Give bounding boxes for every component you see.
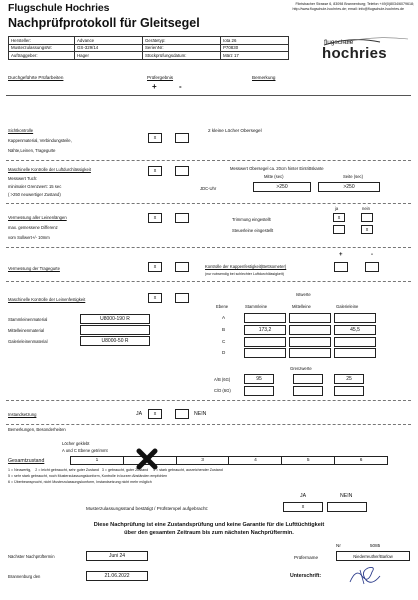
col-minus: - xyxy=(179,82,182,91)
instand-nein-checkbox[interactable] xyxy=(175,409,189,419)
ebene-d: D xyxy=(222,350,226,355)
leinen-plus-checkbox[interactable]: x xyxy=(148,293,162,303)
divider xyxy=(6,203,411,204)
seite-label: Seite (sec) xyxy=(343,174,364,179)
grenzwerte-label: Grenzwerte xyxy=(290,366,312,371)
c-galerie[interactable] xyxy=(334,337,376,347)
trimm-ja-checkbox[interactable]: x xyxy=(333,213,345,222)
steuer-nein-checkbox[interactable]: x xyxy=(361,225,373,234)
luft-line3: ( >250 neuwertiger Zustand) xyxy=(8,192,61,197)
seite-value[interactable]: >250 xyxy=(318,182,380,192)
verm-ja: ja xyxy=(335,206,339,211)
ort-label: Brannenburg den xyxy=(8,574,41,579)
next-label: Nächster Nachprüftermin xyxy=(8,554,55,559)
stamm-material-value[interactable]: U8000-190 R xyxy=(80,314,150,324)
nr-value: 5085 xyxy=(370,543,381,548)
mitte-value[interactable]: >250 xyxy=(253,182,311,192)
divider xyxy=(6,400,411,401)
serie-label: SerienNr: xyxy=(143,44,221,52)
b-stamm[interactable]: 173,2 xyxy=(244,325,286,335)
cd-stamm[interactable] xyxy=(244,386,274,396)
a-mittel[interactable] xyxy=(289,313,331,323)
hersteller-label: Hersteller: xyxy=(9,37,75,45)
leinen-minus-checkbox[interactable] xyxy=(175,293,189,303)
ab-stamm[interactable]: 95 xyxy=(244,374,274,384)
kappe-sub: (nur notwendig bei schlechter Luftdurchlässigkeit) xyxy=(205,272,284,276)
bemerk-line2: A und C Ebene getrimmt xyxy=(62,448,108,453)
cd-mittel[interactable] xyxy=(293,386,323,396)
notice-line2: über den gesamten Zeitraum bis zum nächsten Nachprüftermin. xyxy=(124,530,294,536)
tragegurt-title: Vermessung der Tragegurte xyxy=(8,266,60,271)
ebene-c: C xyxy=(222,339,226,344)
protocol-title: Nachprüfprotokoll für Gleitsegel xyxy=(8,16,200,30)
signature-icon xyxy=(346,562,386,588)
address-line: Flintsbacher Strasse 6, 83098 Brannenburg; Telefon +49(0)8034/6079618; xyxy=(295,2,414,6)
sicht-title: Sichtkontrolle xyxy=(8,128,34,133)
leinen-title-shown: Maschinelle Kontrolle der Leinenfestigkeit xyxy=(8,297,86,302)
trimm-label: Trimmung eingestellt xyxy=(232,217,271,222)
scale-4[interactable]: 4 xyxy=(228,457,281,464)
ebene-label: Ebene xyxy=(216,304,229,309)
auftrag-value: Hager xyxy=(75,52,143,60)
mittel-material-label: Mittelleinenmaterial xyxy=(8,328,45,333)
stamm-material-label: Stammleinenmaterial xyxy=(8,317,48,322)
luft-minus-checkbox[interactable] xyxy=(175,166,189,176)
luft-device: JDC-Uhr xyxy=(200,186,217,191)
bestaetigt-label: Musterzulassungsstand bestätigt / Prüfstempel aufgebracht: xyxy=(86,506,209,511)
tragegurt-minus-checkbox[interactable] xyxy=(175,262,189,272)
info-table xyxy=(8,36,289,60)
web-line: http://www.flugschule-hochries.de; email: info@flugschule-hochries.de xyxy=(292,7,404,11)
logo-big-text: hochries xyxy=(322,45,387,62)
legend-line3: 6 = Überbeansprucht, nicht Musterzulassungskonform, Instandsetzung nicht mehr möglich xyxy=(8,480,152,484)
c-stamm[interactable] xyxy=(244,337,286,347)
sicht-line1: Kappenmaterial, Verbindungsteile, xyxy=(8,138,72,143)
pruefer-label: Prüfername xyxy=(294,555,319,560)
auftrag-label: Auftraggeber: xyxy=(9,52,75,60)
pruefer-value[interactable]: Niederreuther/Barlow xyxy=(336,551,410,561)
col-ergebnis: Prüfergebnis xyxy=(147,75,174,80)
divider xyxy=(6,424,411,425)
ab-mittel[interactable] xyxy=(293,374,323,384)
bemerk-line1: Löcher geklebt xyxy=(62,441,90,446)
logo-small-text: flugschule xyxy=(324,39,354,46)
sicht-plus-checkbox[interactable]: x xyxy=(148,133,162,143)
tragegurt-plus-checkbox[interactable]: x xyxy=(148,262,162,272)
verm-plus-checkbox[interactable]: x xyxy=(148,213,162,223)
bemerk-title: Bemerkungen, Besonderheiten xyxy=(8,427,66,432)
ebene-b: B xyxy=(222,327,226,332)
scale-3[interactable]: 3 xyxy=(176,457,229,464)
luft-line1: Messwert Tuch: xyxy=(8,176,38,181)
kappe-plus-checkbox[interactable] xyxy=(334,262,348,272)
ab-galerie[interactable]: 25 xyxy=(334,374,364,384)
typ-value: Iota 26 xyxy=(221,37,289,45)
next-value[interactable]: Juni 24 xyxy=(86,551,148,561)
school-title: Flugschule Hochries xyxy=(8,2,110,14)
luft-remark: Messwert Obersegel ca. 20cm hinter Eintrittskante xyxy=(230,166,324,171)
verm-line1: max. gemessene Differenz xyxy=(8,225,58,230)
c-mittel[interactable] xyxy=(289,337,331,347)
instand-ja-label: JA xyxy=(136,411,143,417)
luft-title: Maschinelle Kontrolle der Luftdurchlässigkeit xyxy=(8,167,91,172)
col-plus: + xyxy=(152,82,157,91)
verm-line2: vom Sollwert+/- 10mm xyxy=(8,235,50,240)
datum-value: März 17 xyxy=(221,52,289,60)
serie-value: P70830 xyxy=(221,44,289,52)
sicht-line2: Nähte,Leinen, Tragegurte xyxy=(8,148,56,153)
steuer-ja-checkbox[interactable] xyxy=(333,225,345,234)
a-stamm[interactable] xyxy=(244,313,286,323)
nr-label: Nr xyxy=(336,543,341,548)
legend-line2: 5 = sehr stark gebraucht, noch Musterzulassungskonform, Kontrolle in kurzen Abständen empfohlen xyxy=(8,474,168,478)
instand-ja-checkbox[interactable]: x xyxy=(148,409,162,419)
istwerte-label: Istwerte xyxy=(296,292,311,297)
cross-mark-icon xyxy=(136,448,158,470)
typ-label: Gerätetyp: xyxy=(143,37,221,45)
mittel-label: Mittelleine xyxy=(292,304,311,309)
mittel-material-value[interactable] xyxy=(80,325,150,335)
unterschrift-label: Unterschrift: xyxy=(290,573,322,579)
trimm-nein-checkbox[interactable] xyxy=(361,213,373,222)
scale-5[interactable]: 5 xyxy=(281,457,334,464)
hersteller-value: Advance xyxy=(75,37,143,45)
divider xyxy=(6,247,411,248)
ebene-a: A xyxy=(222,315,226,320)
bestaetigt-ja-label: JA xyxy=(300,493,307,499)
b-galerie[interactable]: 45,5 xyxy=(334,325,376,335)
instand-title: Instandsetzung xyxy=(8,412,37,417)
luft-plus-checkbox[interactable]: x xyxy=(148,166,162,176)
mitte-label: Mitte (sec) xyxy=(264,174,284,179)
datum-label: Stückprüfungsdatum: xyxy=(143,52,221,60)
col-bemerkung: Bemerkung xyxy=(252,75,276,80)
stamm-label: Stammleine xyxy=(245,304,268,309)
instand-nein-label: NEIN xyxy=(194,411,207,417)
verm-nein: nein xyxy=(362,206,370,211)
scale-1[interactable]: 1 xyxy=(95,458,99,463)
ab-label: A/B (6G) xyxy=(214,377,231,382)
galerie-material-label: Galerieleinenmaterial xyxy=(8,339,48,344)
muster-label: MusterzulassungsNr: xyxy=(9,44,75,52)
header-rule xyxy=(6,95,411,96)
gesamt-title: Gesamtzustand xyxy=(8,458,45,464)
d-mittel[interactable] xyxy=(289,348,331,358)
divider xyxy=(6,160,411,161)
kappe-title: Kontrolle der Kappenfestigkeit(Bettsometer) xyxy=(205,264,287,269)
verm-minus-checkbox[interactable] xyxy=(175,213,189,223)
scale-6[interactable]: 6 xyxy=(334,457,387,464)
notice-line1: Diese Nachprüfung ist eine Zustandsprüfung und keine Garantie für die Lufttüchtigkeit xyxy=(93,522,325,528)
kappe-minus: - xyxy=(371,252,373,258)
kappe-minus-checkbox[interactable] xyxy=(365,262,379,272)
ort-date[interactable]: 21.06.2022 xyxy=(86,571,148,581)
cd-galerie[interactable] xyxy=(334,386,364,396)
verm-title: Vermessung aller Leinenlängen xyxy=(8,215,67,220)
b-mittel[interactable] xyxy=(289,325,331,335)
muster-value: GS-329/14 xyxy=(75,44,143,52)
kappe-plus: + xyxy=(339,252,343,258)
galerie-label: Galerieleine xyxy=(336,304,359,309)
steuer-label: Steuerleine eingestellt xyxy=(232,228,274,233)
logo xyxy=(322,34,410,64)
gesamt-scale xyxy=(70,456,388,465)
d-galerie[interactable] xyxy=(334,348,376,358)
col-pruefarbeiten: Durchgeführte Prüfarbeiten xyxy=(8,75,64,80)
cd-label: C/D (6G) xyxy=(214,388,231,393)
galerie-material-value[interactable]: U8000-50 R xyxy=(80,336,150,346)
sicht-remark: 2 kleine Löcher Obersegel xyxy=(208,128,262,133)
a-galerie[interactable] xyxy=(334,313,376,323)
bestaetigt-nein-checkbox[interactable] xyxy=(327,502,367,512)
bestaetigt-ja-checkbox[interactable]: x xyxy=(283,502,323,512)
sicht-minus-checkbox[interactable] xyxy=(175,133,189,143)
d-stamm[interactable] xyxy=(244,348,286,358)
luft-line2: minimaler Grenzwert: 15 sec xyxy=(8,184,62,189)
bestaetigt-nein-label: NEIN xyxy=(340,493,353,499)
legend-line1: 1 = Neuwertig, 2 = leicht gebraucht, sehr guter Zustand 3 = gebraucht, guter Zustand 4 = stark gebraucht, ausreichender Zustand xyxy=(8,468,223,472)
divider xyxy=(6,281,411,282)
